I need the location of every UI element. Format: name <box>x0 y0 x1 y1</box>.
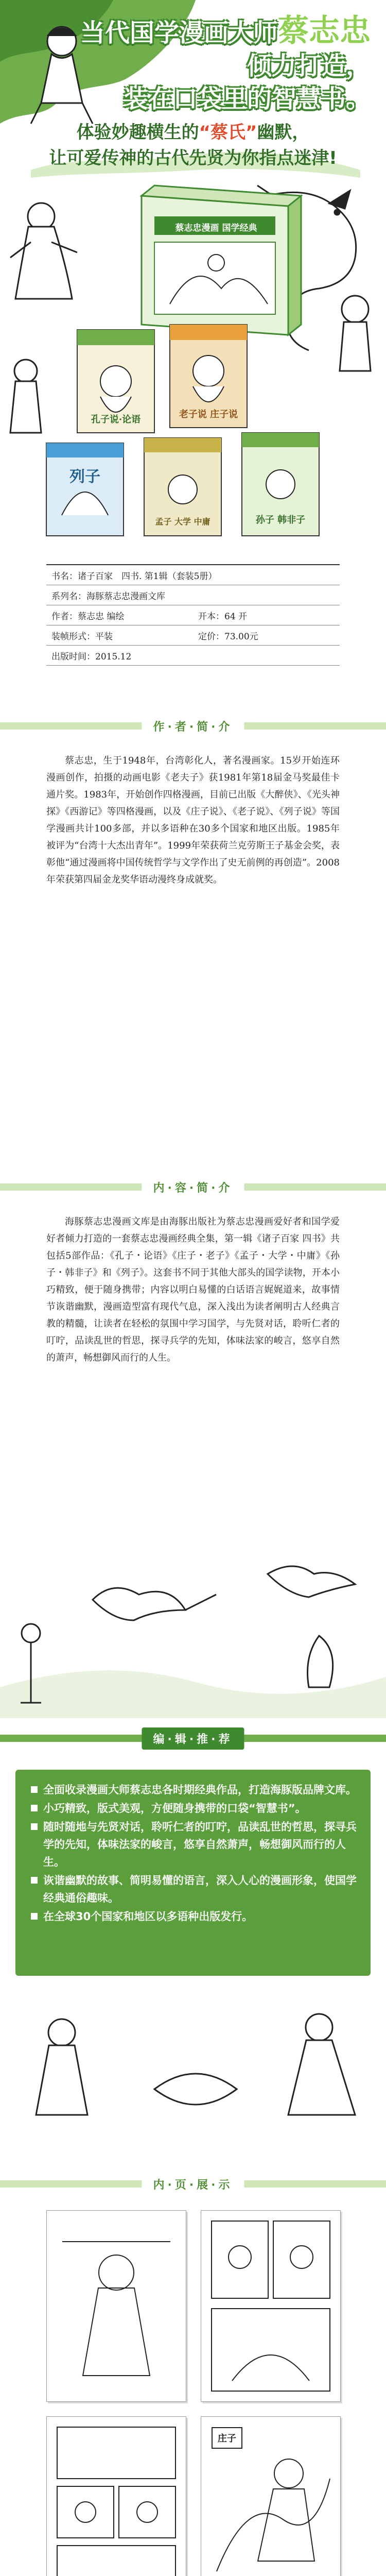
sages-illustration <box>0 1986 386 2151</box>
hero-title <box>80 14 371 115</box>
author-section-header <box>0 711 386 740</box>
spec-row-author-format: 作者：蔡志忠 编绘 开本：64 开 <box>46 605 340 625</box>
recommendation-item: 在全球30个国家和地区以多语种出版发行。 <box>30 1908 359 1925</box>
spec-table <box>46 564 340 666</box>
sage-figure-bottom-left <box>10 360 41 433</box>
spec-row-binding-price: 装帧形式：平装 定价：73.00元 <box>46 625 340 646</box>
book-cover-liezi <box>46 443 124 536</box>
inner-page-sample-3 <box>46 2416 186 2576</box>
cranes-illustration <box>0 1533 386 1718</box>
author-name-highlight: 蔡志忠 <box>278 13 371 49</box>
hero-subtitle-line-1: 体验妙趣横生的“蔡氏”幽默， <box>76 122 310 143</box>
spec-row-title: 书名：诸子百家 四书. 第1辑（套装5册） <box>46 565 340 585</box>
author-section <box>0 711 386 1164</box>
recommendation-list <box>30 1781 359 1926</box>
sage-figure-left <box>10 203 77 299</box>
recommendation-item: 随时随地与先贤对话，聆听仁者的叮咛，品读乱世的哲思，探寻兵学的先知，体味法家的峻言，悠享自然萧声，畅想御风而行的人生。 <box>30 1818 359 1871</box>
author-section-title: 作·者·简·介 <box>142 715 244 737</box>
hero-title-line-1: 当代国学漫画大师蔡志忠 <box>80 13 371 49</box>
intro-section-header <box>0 1172 386 1201</box>
hero-title-line-3: 装在口袋里的智慧书。 <box>123 84 371 113</box>
hero-title-line-2: 倾力打造， <box>247 52 371 80</box>
inner-page-sample-4 <box>201 2416 341 2576</box>
box-set-illustration <box>142 185 301 335</box>
intro-section-title: 内·容·简·介 <box>142 1176 244 1198</box>
cover-label-sunzi: 孙子 韩非子 <box>255 515 306 526</box>
hero-subtitle <box>0 120 386 171</box>
content-intro-section <box>0 1172 386 1718</box>
inner-page-sample-1 <box>46 2210 186 2402</box>
recommendation-item: 小巧精致，版式美观，方便随身携带的口袋“智慧书”。 <box>30 1800 359 1817</box>
cover-label-confucius: 孔子说·论语 <box>91 414 141 425</box>
recommendation-item: 全面收录漫画大师蔡志忠各时期经典作品，打造海豚版品牌文库。 <box>30 1781 359 1799</box>
recommendation-item: 诙谐幽默的故事、简明易懂的语言，深入人心的漫画形象，使国学经典通俗趣味。 <box>30 1872 359 1907</box>
editor-recommendation-section <box>0 1723 386 2161</box>
spec-row-series: 系列名：海豚蔡志忠漫画文库 <box>46 585 340 605</box>
spec-row-date: 出版时间：2015.12 <box>46 646 340 666</box>
inner-section-header <box>0 2169 386 2198</box>
inner-section-title: 内·页·展·示 <box>142 2173 244 2195</box>
rec-section-title: 编·辑·推·荐 <box>142 1727 244 1750</box>
hero-subtitle-line-2: 让可爱传神的古代先贤为你指点迷津! <box>49 148 337 168</box>
author-bio: 蔡志忠，生于1948年，台湾彰化人，著名漫画家。15岁开始连环漫画创作，拍摄的动画电影《老夫子》获1981年第18届金马奖最佳卡通片奖。1983年，开始创作四格漫画，目前已出版《大醉侠》、《光头神探》《西游记》等四格漫画，以及《庄子说》、《老子说》、《列子说》等国学漫画共计100多部，并以多语种在30多个国家和地区出版。1985年被评为“台湾十大杰出青年”。1999年荣获荷兰克劳斯王子基金会奖，表彰他“通过漫画将中国传统哲学与文学作出了史无前例的再创造”。2008年荣获第四届金龙奖华语动漫终身成就奖。 <box>46 755 340 885</box>
inner-pages-section <box>0 2169 386 2576</box>
rec-section-header <box>0 1723 386 1752</box>
sheet-caption: 庄子 <box>212 2427 242 2449</box>
content-intro-text: 海豚蔡志忠漫画文库是由海豚出版社为蔡志忠漫画爱好者和国学爱好者倾力打造的一套蔡志忠漫画经典全集，第一辑《诸子百家 四书》共包括5部作品：《孔子・论语》《庄子・老子》《孟子・大学・中庸》《孙子・韩非子》和《列子》。这套书不同于其他大部头的国学读物，开本小巧精致，便于随身携带；内容以明白易懂的白话语言娓娓道来，故事情节诙谐幽默，漫画造型富有现代气息，深入浅出为读者阐明古人经典言教的精髓，让读者在轻松的氛围中学习国学，与先贤对话，聆听仁者的叮咛，品读乱世的哲思，探寻兵学的先知，体味法家的峻言，悠享自然的萧声，畅想御风而行的人生。 <box>46 1216 340 1363</box>
box-set-title: 蔡志忠漫画 国学经典 <box>175 223 257 233</box>
inner-page-sample-2 <box>201 2210 341 2402</box>
hero-banner <box>0 0 386 541</box>
cover-label-mencius: 孟子 大学 中庸 <box>155 517 210 527</box>
child-figure-right <box>340 296 371 371</box>
cover-label-liezi: 列子 <box>69 468 100 486</box>
cover-label-laozi: 老子说 庄子说 <box>179 409 238 420</box>
